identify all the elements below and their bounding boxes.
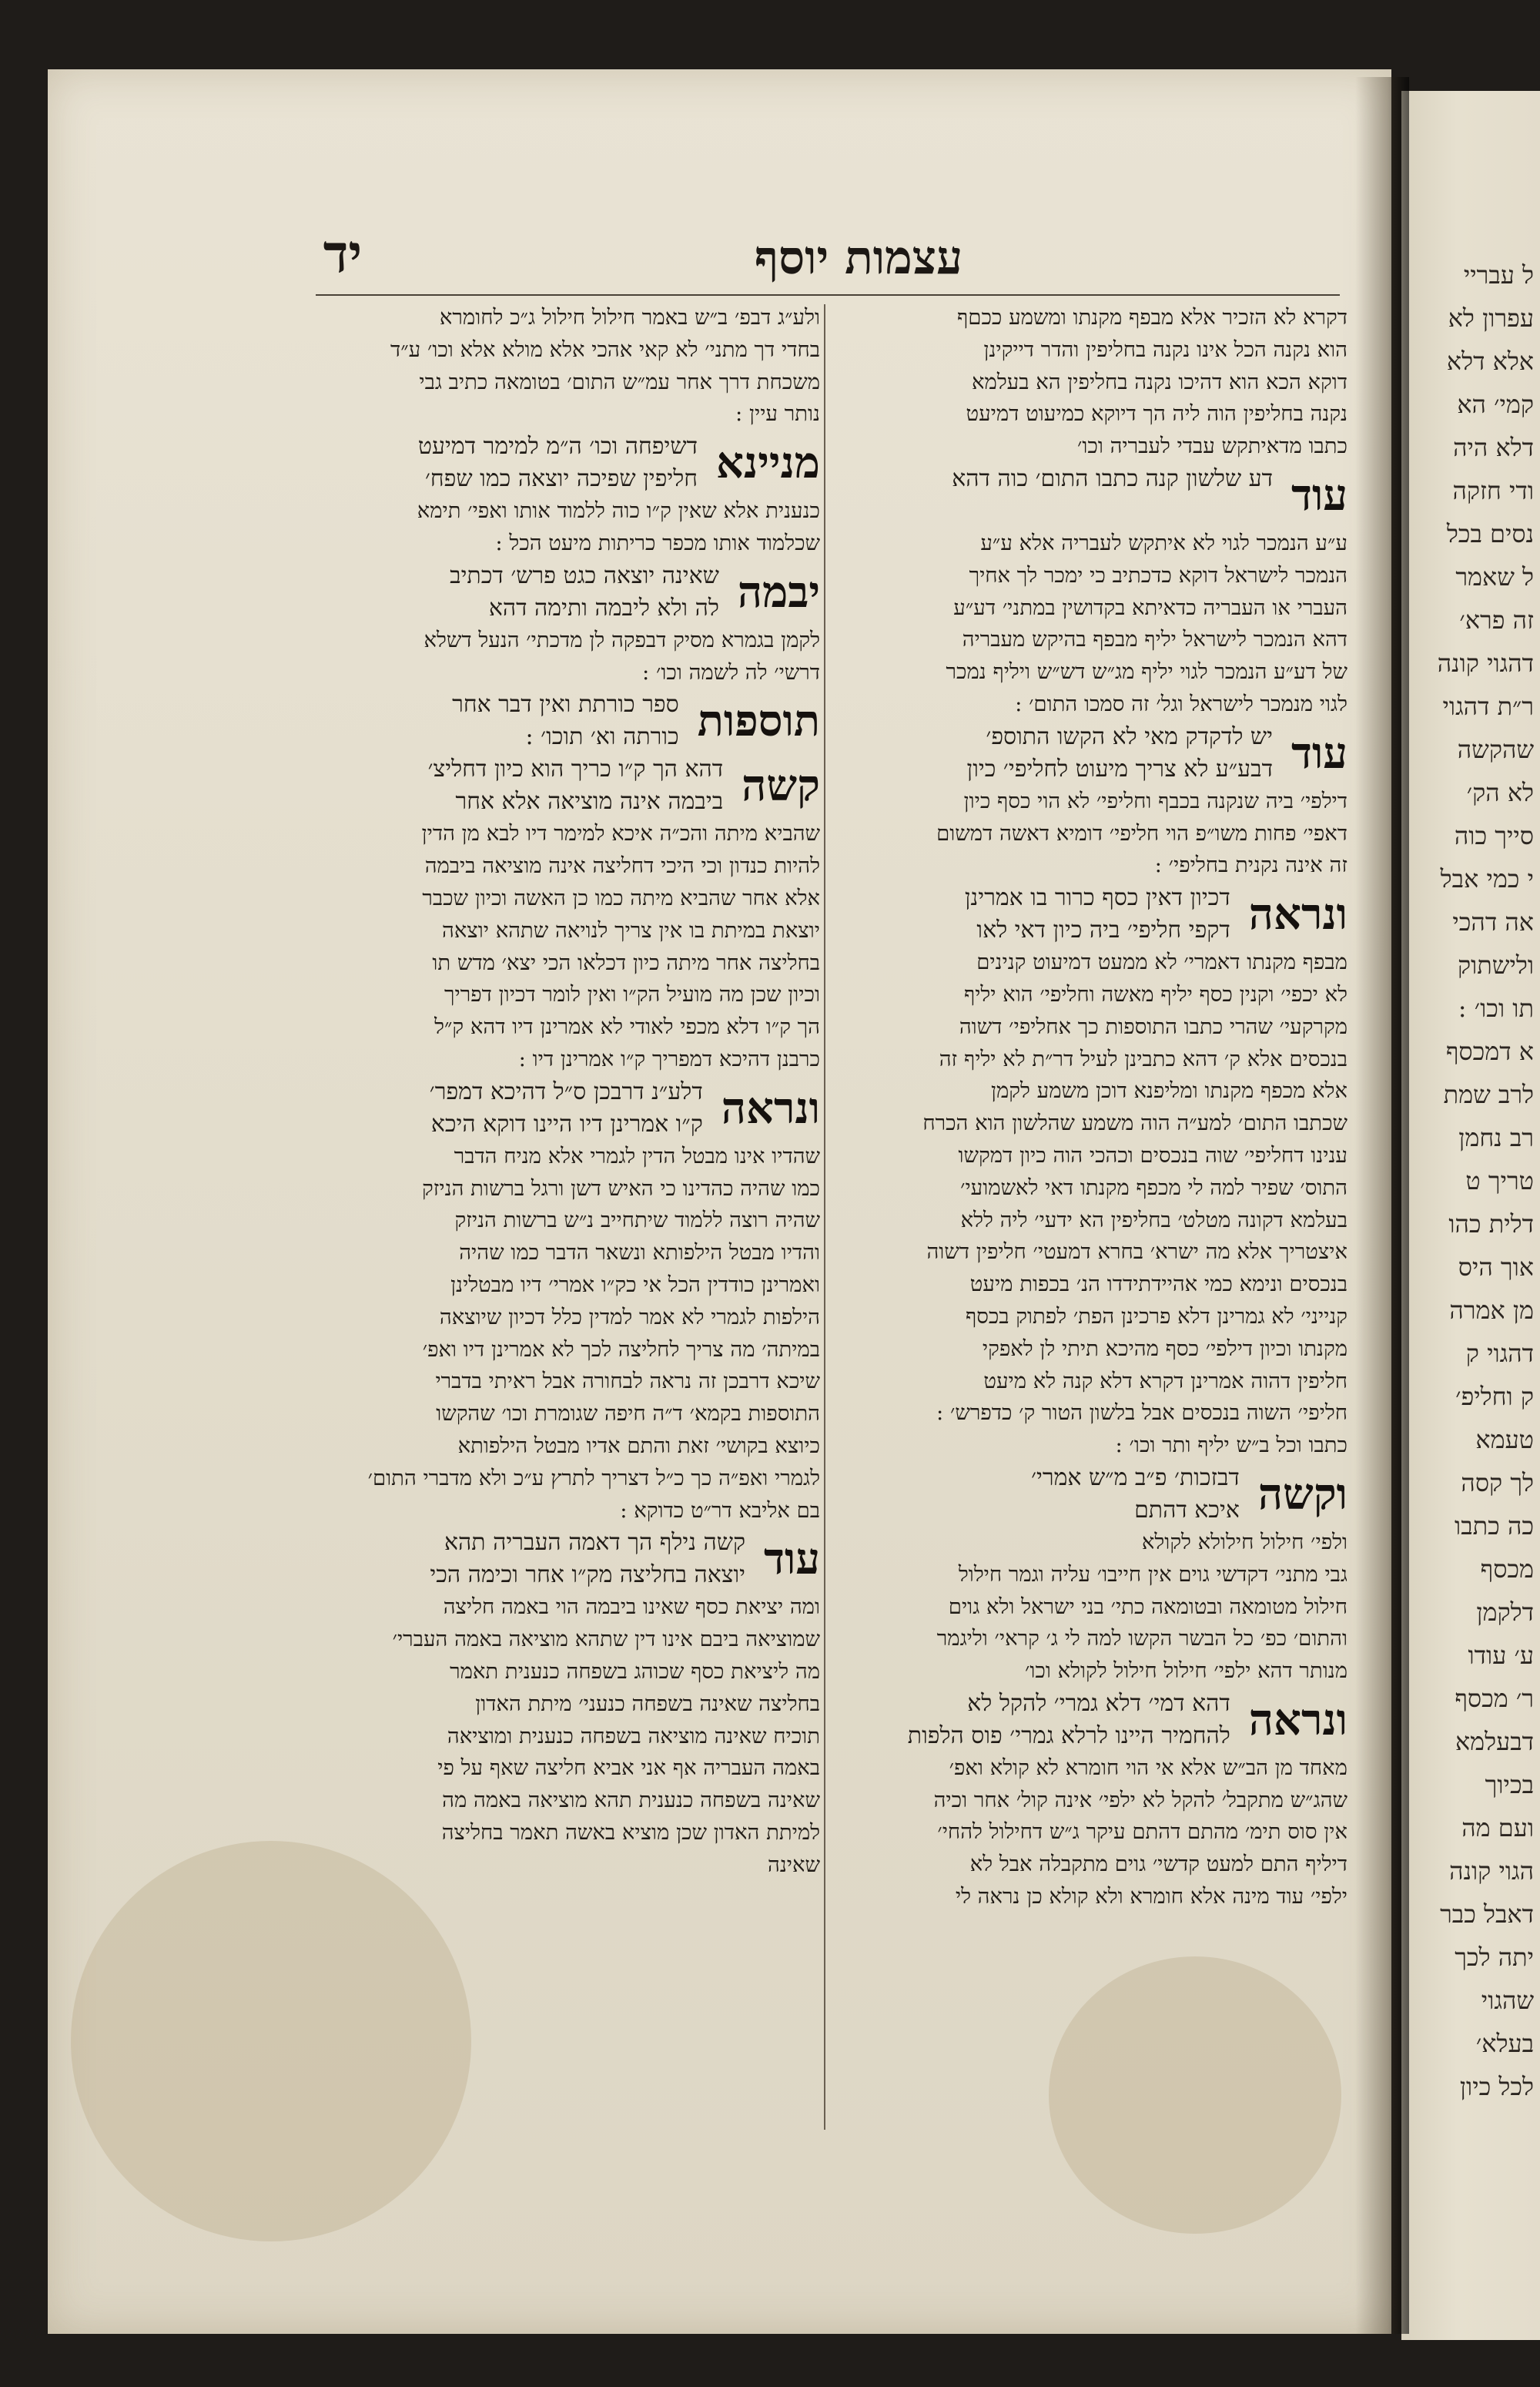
text-line: באמה העבריה אף אני אביא חליצה שאף על פי [437,1755,820,1781]
next-page-line: ולישתוק [1457,950,1534,980]
heading-word: מניינא [716,438,820,489]
next-page-line: עפרון לא [1448,303,1534,333]
next-page-line: הגוי קונה [1449,1856,1534,1886]
text-line: להיות כנדון וכי היכי דחליצה אינה מוציאה ביבמה [424,853,820,879]
text-line: יוצאת במיתת בו אין צריך לנויאה שתהא יוצאה [442,917,820,943]
section-heading [832,721,1348,786]
text-line: מקנתו וכיון דילפי׳ כסף מהיכא תיתי לן לאפקי [982,1336,1348,1361]
text-line: שיכא דרבכן זה נראה לבחורה אבל ראיתי בדברי [435,1369,820,1394]
text-line: דקרא לא הזכיר אלא מבפף מקנתו ומשמע ככםף [957,305,1348,330]
text-line: דהא הנמכר לישראל יליף מבפף בהיקש מעבריה [962,627,1348,652]
text-line: בנכסים אלא ק׳ דהא כתבינן לעיל דר״ת לא יליף זה [939,1046,1348,1071]
text-line: שאינה בשפחה כנענית תהא מוציאה באמה מה [442,1788,820,1813]
heading-word: תוספות [697,696,820,747]
text-line: חליפי׳ השוה בנכסים אבל בלשון הטור ק׳ כדפרש׳ : [936,1400,1348,1426]
text-line: במיתה׳ מה צריך לחליצה לכך לא אמרינן דיו ואפ׳ [422,1336,820,1362]
text-line: אלא מכפף מקנתו ומליפנא דוכן משמע לקמן [991,1078,1348,1104]
next-page-line: דלקמן [1476,1597,1534,1627]
section-heading [296,689,820,753]
heading-word: עוד [1291,727,1348,779]
text-line: ולע״ג דבפ׳ ב״ש באמר חילול חילול ג״כ לחומרא [439,305,820,330]
next-page-line: קמי׳ הא [1457,390,1534,419]
next-page-line: בעלא׳ [1475,2029,1534,2058]
text-line: ואמרינן כודדין הכל אי כק״ו אמרי׳ דיו מבטלינן [450,1272,820,1297]
text-line: ולפי׳ חילול חילולא לקולא [1141,1529,1348,1554]
text-line: הך ק״ו דלא מכפי לאודי לא אמרינן דיו דהא ק״ל [434,1014,820,1040]
next-page-line: דבעלמא [1455,1727,1534,1756]
next-page-fragment [1401,91,1540,2340]
text-line: ענינו דחליפי׳ שוה בנכסים וכהכי הוה כיון דמקשו [958,1142,1348,1168]
text-line: שהג״ש מתקבל׳ להקל לא ילפי׳ אינה קול׳ אחר וכיה [933,1787,1348,1812]
text-line: מבפף מקנתו דאמרי׳ לא ממעט דמיעוט קנינים [976,950,1348,975]
text-line: כמו שהיה כהדינו כי האיש דשן ורגל ברשות הניזק [422,1175,820,1201]
heading-word: יבמה [737,566,820,618]
heading-word: וקשה [1257,1468,1348,1520]
heading-word: ונראה [1248,1694,1348,1745]
next-page-line: ל שאמר [1455,562,1534,592]
heading-word: קשה [742,760,820,812]
text-line: שהביא מיתה והכ״ה איכא למימר דיו לבא מן הדין [421,821,820,847]
next-page-line: ע׳ עודו [1468,1641,1534,1670]
next-page-line: לכל כיון [1459,2072,1534,2101]
next-page-line: אלא דלא [1446,347,1534,376]
heading-line: לה ולא ליבמה ותימה דהא [488,594,719,622]
text-line: משכחת דרך אחר עמ״ש התום׳ בטומאה כתיב גבי [419,369,820,394]
text-line: שכתבו התום׳ למע״ה הוה משמע שהלשון הוא הכרח [922,1111,1348,1136]
heading-line: יש לדקדק מאי לא הקשו התוספ׳ [986,722,1274,750]
page-number: יד [323,223,363,285]
text-line: תוכיח שאינה מוציאה בשפחה כנענית ומוציאה [447,1723,820,1748]
section-heading [296,431,820,495]
next-page-line: נסים בכל [1446,519,1534,548]
text-line: זה אינה נקנית בחליפי׳ : [1154,853,1348,878]
right-column [832,302,1348,1913]
next-page-line: ל עבריי [1463,260,1534,290]
heading-line: חליפין שפיכה יוצאה כמו שפח׳ [424,465,698,493]
next-page-line: מן אמרה [1449,1296,1534,1325]
next-page-line: ק וחליפ׳ [1455,1382,1534,1411]
text-line: ומה יציאת כסף שאינו ביבמה הוי באמה חליצה [443,1594,820,1620]
section-heading [832,1688,1348,1752]
section-heading [296,753,820,818]
text-line: דוקא הכא הוא דהיכו נקנה בחליפין הא בעלמא [972,369,1348,394]
header-rule [316,294,1340,296]
text-line: ע״ע הנמכר לגוי לא איתקש לעבריה אלא ע״ע [980,530,1348,555]
heading-line: כורתה וא׳ תוכו׳ : [525,723,679,751]
text-line: מקרקעי׳ שהרי כתבו התוספות כך אחליפי׳ דשוה [959,1014,1348,1039]
next-page-line: דהגוי ק [1465,1339,1534,1368]
next-page-line: לך קסה [1461,1468,1534,1497]
text-line: נותר עיין : [735,401,820,427]
text-line: לגמרי ואפ״ה כך כ״ל דצריך לתרץ ע״כ ולא מדברי התום׳ [367,1465,820,1490]
text-line: מנותר דהא ילפי׳ חילול חילול לקולא וכו׳ [1025,1658,1348,1684]
text-line: בעלמא דקונה מטלט׳ בחליפין הא ידעי׳ ליה ללא [960,1207,1348,1232]
heading-line: שאינה יוצאה כגט פרש׳ דכתיב [450,562,719,589]
heading-word: ונראה [721,1082,820,1134]
heading-line: ביבמה אינה מוציאה אלא אחר [455,788,724,816]
text-line: כתבו מדאיתקש עבדי לעבריה וכו׳ [1076,434,1348,459]
text-line: בנכסים ונימא כמי אהיידתידדו הנ׳ בכפות מיעט [969,1272,1348,1297]
next-page-line: מכסף [1480,1554,1534,1584]
text-line: דיליף התם למעט קדשי׳ גוים מתקבלה אבל לא [969,1852,1348,1877]
text-line: מה ליציאת כסף שכוהג בשפחה כנענית תאמר [450,1658,820,1684]
text-line: שמוציאה ביבם אינו דין שתהא מוציאה באמה העברי׳ [392,1627,820,1652]
next-page-line: טעמא [1475,1425,1534,1454]
next-page-line: רב נחמן [1458,1123,1534,1152]
next-page-line: י כמי אבל [1440,864,1534,893]
heading-line: דבע״ע לא צריך מיעוט לחליפי׳ כיון [966,755,1274,783]
text-line: גבי מתני׳ דקדשי גוים אין חייבו׳ עליה וגמר חילול [958,1561,1348,1587]
text-line: התוס׳ שפיר למה לי מכפף מקנתו דאי לאשמועי׳ [960,1175,1348,1200]
next-page-line: ודי חזקה [1452,476,1534,505]
heading-word: ונראה [1248,889,1348,940]
heading-line: דהא דמי׳ דלא גמרי׳ להקל לא [967,1689,1230,1717]
text-line: בחדי דך מתני׳ לא קאי אהכי אלא מולא אלא וכו׳ ע״ד [390,337,820,362]
heading-line: יוצאה בחליצה מק״ו אחר וכימה הכי [430,1561,746,1589]
text-line: הנמכר לישראל דוקא כדכתיב כי ימכר לך אחיך [969,562,1348,588]
text-line: כתבו וכל ב״ש יליף ותר וכו׳ : [1115,1433,1348,1458]
text-line: שהיה רוצה ללמוד שיתחייב נ״ש ברשות הניזק [454,1208,820,1233]
section-heading [832,882,1348,947]
heading-line: דלע״נ דרבכן ס״ל דהיכא דמפר׳ [429,1078,703,1105]
next-page-line: כה כתבו [1455,1511,1534,1540]
text-line: בחליצה שאינה בשפחה כנעני׳ מיתת האדון [475,1691,820,1716]
section-heading [296,560,820,625]
next-page-line: דלא היה [1453,433,1534,462]
next-page-line: שהגוי [1481,1986,1534,2015]
text-line: בם אליבא דר״ט כדוקא : [620,1497,820,1523]
text-line: אין סוס תימ׳ מהתם דהתם עיקר ג״ש דחילול להחי׳ [937,1819,1348,1845]
next-page-line: אוך היס [1458,1252,1534,1282]
text-line: הילפות לגמרי לא אמר למדין כלל דכיון שיוצאה [439,1304,820,1329]
text-line: קנייני׳ לא גמרינן דלא פרכינן הפת׳ לפתוק בכסף [965,1303,1348,1329]
text-line: אלא אחר שהביא מיתה כמו כן האשה וכיון שכבר [422,885,820,910]
section-heading [296,1527,820,1591]
text-line: הוא נקנה הכל אינו נקנה בחליפין והדר דייקינן [983,337,1348,362]
section-heading [296,1076,820,1141]
next-page-line: טריך ט [1465,1166,1534,1195]
text-line: דילפי׳ ביה שנקנה בכבף וחליפי׳ לא הוי כסף כיון [963,788,1348,813]
next-page-line: לא הק׳ [1466,778,1534,807]
column-divider [824,304,825,2130]
heading-line: דע שלשון קנה כתבו התום׳ כוה דהא [952,464,1274,492]
text-line: לא יכפי׳ וקנין כסף יליף מאשה וחליפי׳ הוא יליף [963,981,1348,1007]
text-line: בחליצה אחר מיתה כיון דכלאו הכי יצא׳ מדש תו [432,950,820,975]
heading-line: דכיון דאין כסף כרור בו אמרינן [964,884,1230,912]
next-page-line: יתה לכך [1455,1943,1534,1972]
text-line: ילפי׳ עוד מינה אלא חומרא ולא קולא כן נראה לי [955,1884,1348,1909]
next-page-line: א דמכסף [1445,1037,1534,1066]
next-page-line: ר״ת דהגוי [1442,692,1534,721]
text-line: שכלמוד אותו מכפר כריתות מיעט הכל : [495,530,820,555]
next-page-line: תו וכו׳ : [1458,994,1534,1023]
section-heading [832,463,1348,528]
text-line: חילול מטומאה ובטומאה כתי׳ בני ישראל ולא גוים [948,1594,1348,1619]
next-page-line: שהקשה [1457,735,1534,764]
heading-line: איכא דהתם [1134,1496,1240,1524]
next-page-line: ועם מה [1461,1813,1534,1842]
text-line: והדיו מבטל הילפותא ונשאר הדבר כמו שהיה [459,1240,820,1266]
heading-line: ק״ו אמרינן דיו היינו דוקא היכא [430,1110,703,1138]
text-line: העברי או העבריה כדאיתא בקדושין במתני׳ דע״ע [953,595,1348,620]
next-page-line: אה דהכי [1452,907,1534,937]
text-line: דאפי׳ פחות משו״פ הוי חליפי׳ דומיא דאשה דמשום [936,820,1348,846]
next-page-line: לרב שמת [1443,1080,1534,1109]
next-page-line: בכיוך [1485,1770,1534,1799]
water-stain [71,1841,471,2241]
next-page-line: סייך כוה [1454,821,1534,850]
text-line: למיתת האדון שכן מוציא באשה תאמר בחליצה [441,1819,820,1845]
next-page-line: דאבל כבר [1440,1899,1534,1929]
text-line: כיוצא בקושי׳ זאת והתם אדיו מבטל הילפותא [457,1433,820,1458]
text-line: התוספות בקמא׳ ד״ה חיפה שגומרת וכו׳ שהקשו [436,1401,820,1427]
next-page-line: דלית כהו [1448,1209,1534,1239]
text-line: לגוי מנמכר לישראל וגל׳ זה סמכו התום׳ : [1015,691,1348,716]
page-gutter [1355,77,1409,2334]
text-line: איצטריך אלא מה ישרא׳ בחרא דמעטי׳ חליפין דשוה [926,1239,1348,1265]
heading-word: עוד [1291,469,1348,521]
heading-line: דבזכות׳ פ״ב מ״ש אמרי׳ [1031,1463,1240,1491]
heading-line: דקפי חליפי׳ ביה כיון דאי לאו [976,917,1230,944]
heading-line: קשה נילף הך דאמה העבריה תהא [444,1529,746,1557]
heading-line: ספר כורתת ואין דבר אחר [452,691,679,719]
text-line: מאחד מן הב״ש אלא אי הוי חומרא לא קולא ואפ׳ [949,1755,1348,1780]
text-line: וכיון שכן מה מועיל הק״ו ואין לומר דכיון דפריך [444,982,820,1007]
next-page-line: דהגוי קונה [1437,649,1534,678]
next-page-line: ר׳ מכסף [1455,1684,1534,1713]
heading-line: דהא הך ק״ו כריך הוא כיון דחליצ׳ [427,756,724,783]
heading-line: להחמיר היינו לרלא גמרי׳ פוס הלפות [907,1722,1230,1749]
text-line: חליפין דהוה אמרינן דקרא דלא קנה לא מיעט [983,1368,1348,1393]
text-line: והתום׳ כפ׳ כל הבשר הקשו למה לי ג׳ קראי׳ וליגמר [936,1626,1348,1651]
text-line: שאינה [768,1852,820,1877]
water-stain [1049,1956,1341,2234]
heading-line: דשיפחה וכו׳ ה״מ למימר דמיעט [417,433,698,461]
text-line: של דע״ע הנמכר לגוי יליף מג״ש דש״ש ויליף נמכר [946,659,1348,685]
heading-word: עוד [764,1534,820,1585]
text-line: כנענית אלא שאין ק״ו כוה ללמוד אותו ואפי׳ תימא [417,498,820,524]
text-line: לקמן בגמרא מסיק דבפקה לן מדכתי׳ הנעל דשלא [424,627,820,652]
text-line: שהדיו אינו מבטל הדין לגמרי אלא מניח הדבר [454,1143,820,1168]
text-line: דרשי׳ לה לשמה וכו׳ : [642,659,820,685]
running-title: עצמות יוסף [754,231,963,285]
section-heading [832,1462,1348,1527]
next-page-line: זה פרא׳ [1459,605,1534,635]
left-column [296,302,820,1881]
text-line: נקנה בחליפין הוה ליה הך דיוקא כמיעוט דמיעט [966,401,1348,427]
text-line: כרבנן דהיכא דמפריך ק״ו אמרינן דיו : [518,1046,820,1071]
